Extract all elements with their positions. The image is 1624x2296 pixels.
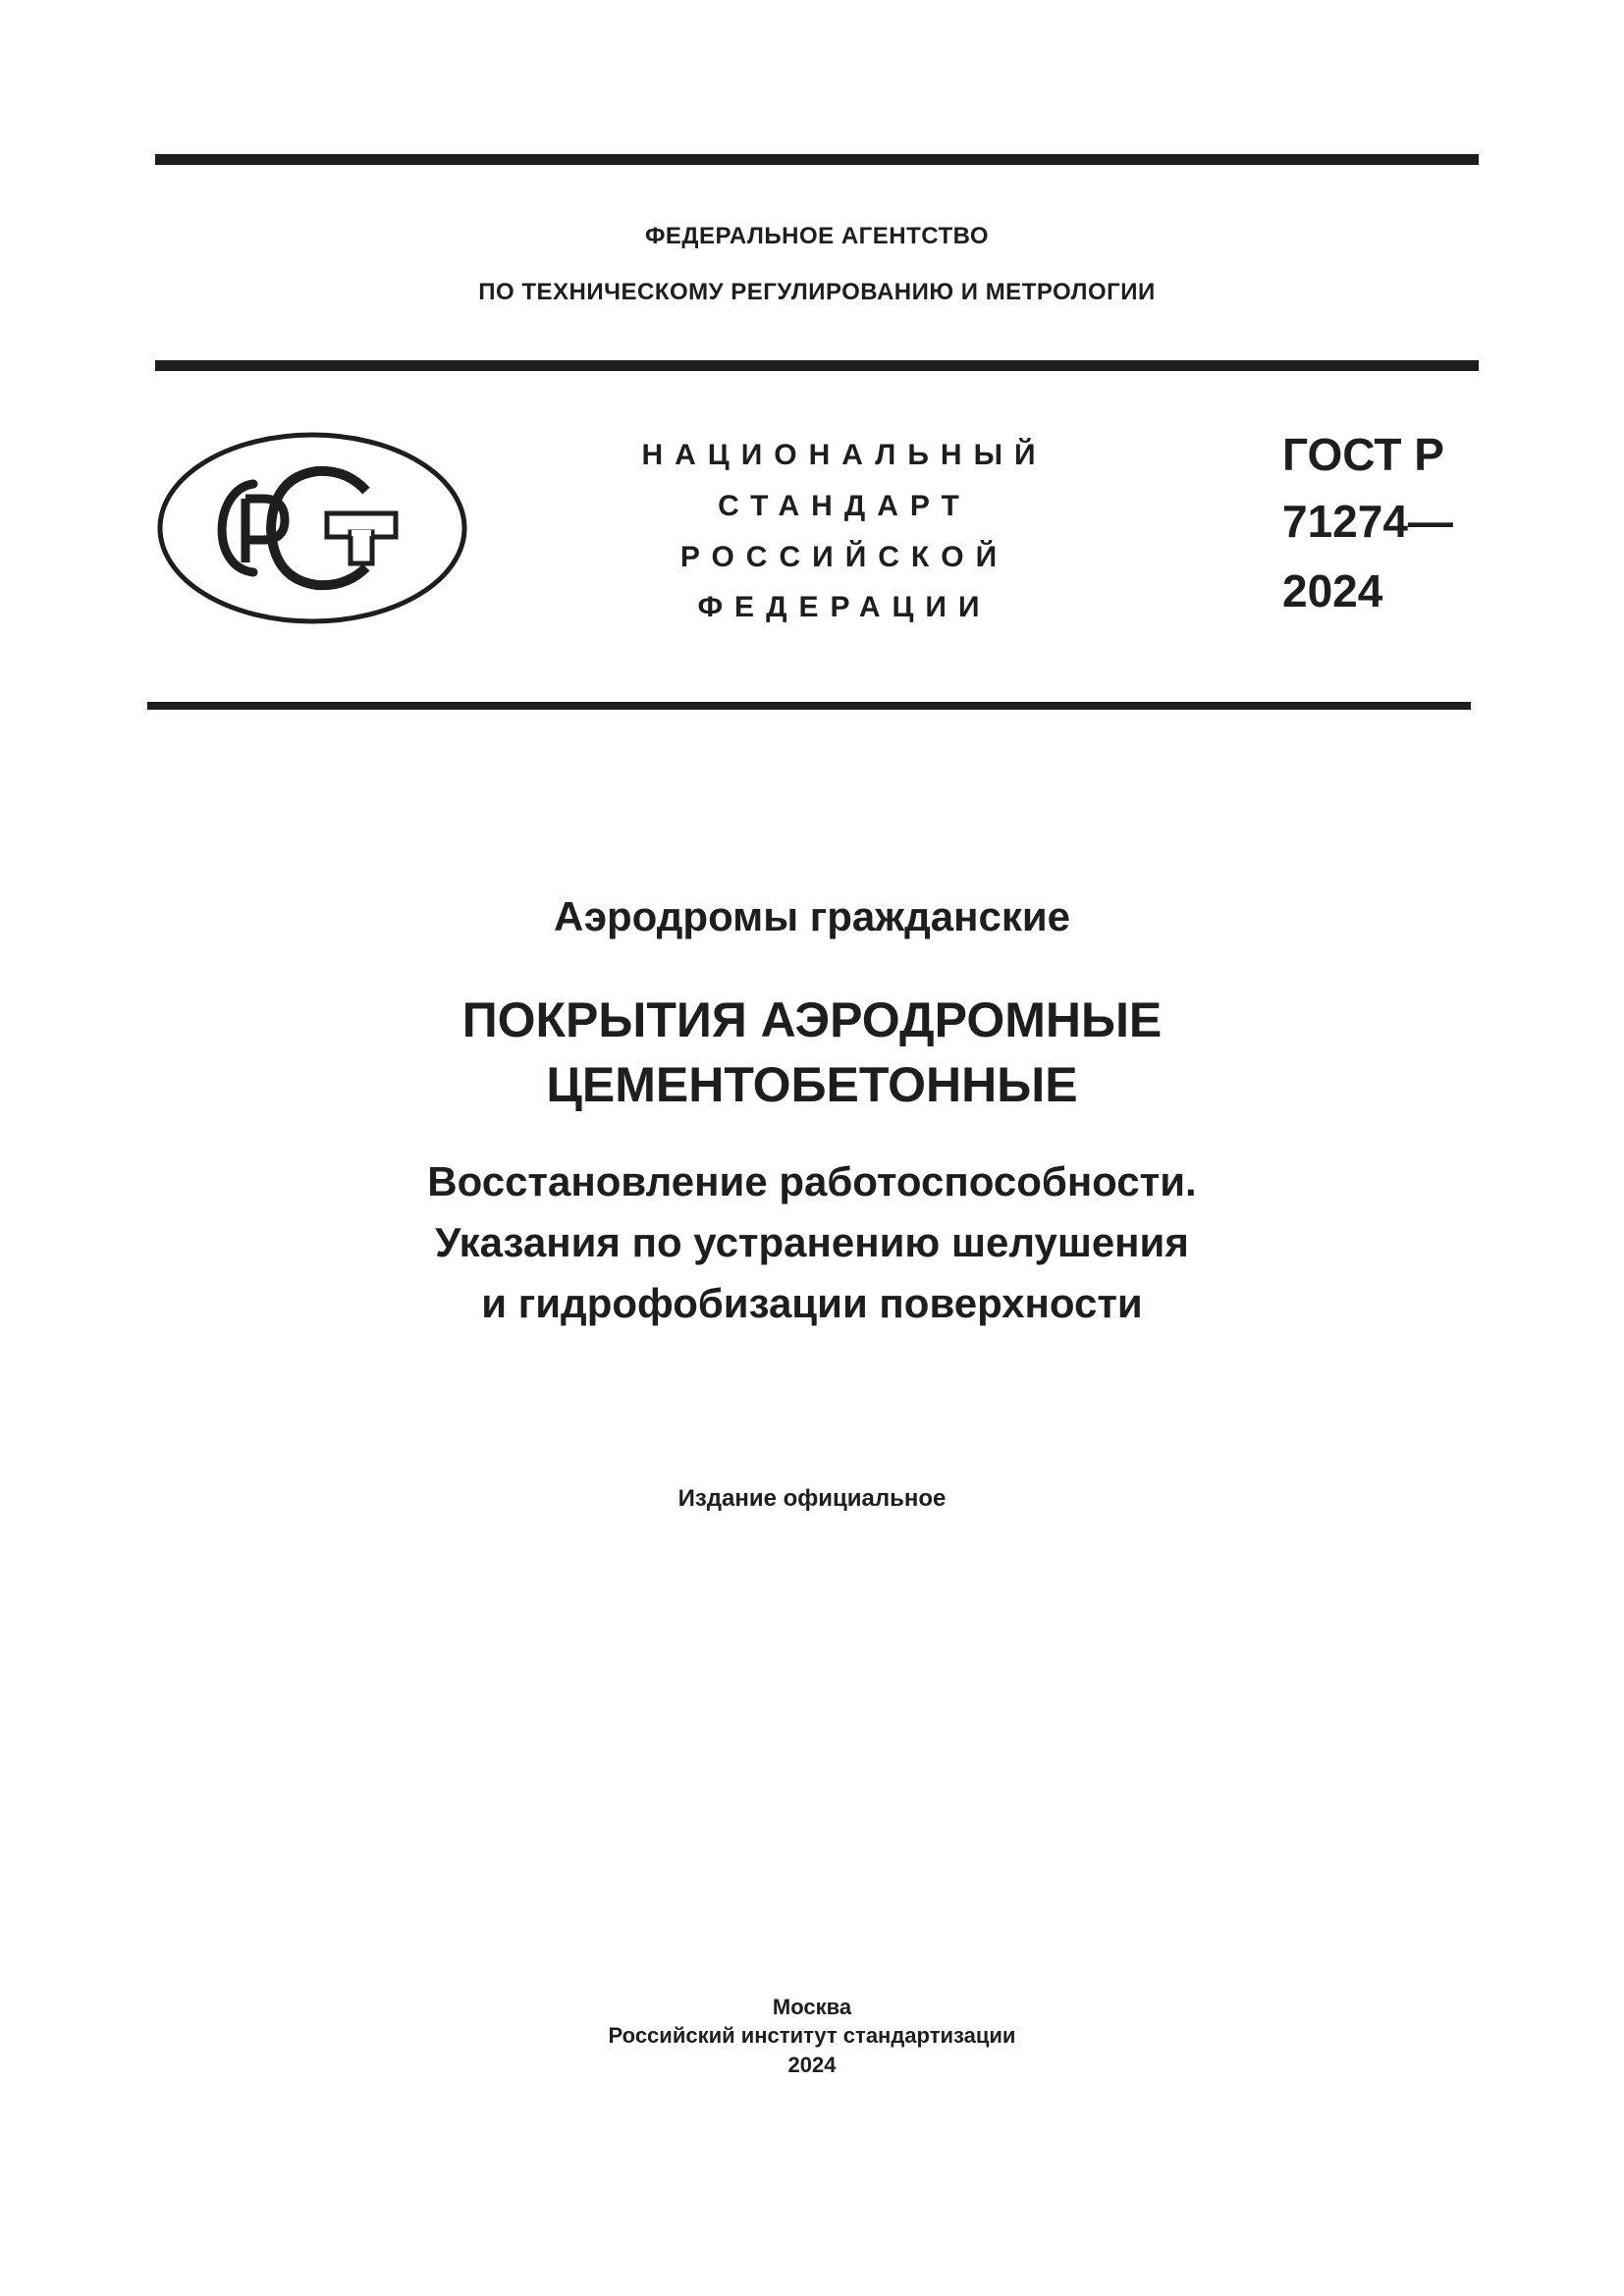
main-title-line-1: ПОКРЫТИЯ АЭРОДРОМНЫЕ <box>461 992 1163 1047</box>
standard-type-line-1: НАЦИОНАЛЬНЫЙ <box>641 439 1048 471</box>
publisher-org: Российский институт стандартизации <box>608 2023 1016 2048</box>
document-category: Аэродромы гражданские <box>553 893 1071 939</box>
description-line-1: Восстановление работоспособности. <box>427 1158 1197 1204</box>
description-line-3: и гидрофобизации поверхности <box>481 1280 1143 1326</box>
standard-code-line-1: ГОСТ Р <box>1282 429 1444 480</box>
description-line-2: Указания по устранению шелушения <box>435 1219 1189 1265</box>
header-rule <box>155 360 1479 371</box>
top-rule <box>155 154 1479 165</box>
standard-code-line-2: 71274— <box>1282 496 1453 547</box>
agency-line-1: ФЕДЕРАЛЬНОЕ АГЕНТСТВО <box>644 223 990 249</box>
publisher-city: Москва <box>772 1995 852 2019</box>
agency-line-2: ПО ТЕХНИЧЕСКОМУ РЕГУЛИРОВАНИЮ И МЕТРОЛОГИИ <box>478 279 1156 305</box>
standard-type-line-4: ФЕДЕРАЦИИ <box>697 591 992 623</box>
edition-label: Издание официальное <box>677 1485 947 1512</box>
publisher-year: 2024 <box>787 2053 837 2077</box>
title-block-rule <box>147 702 1471 710</box>
standard-type-line-2: СТАНДАРТ <box>718 490 971 522</box>
standard-code-line-3: 2024 <box>1282 565 1383 616</box>
standard-type-line-3: РОССИЙСКОЙ <box>679 541 1009 573</box>
main-title-line-2: ЦЕМЕНТОБЕТОННЫЕ <box>546 1057 1078 1112</box>
rst-certification-mark-icon <box>155 430 469 626</box>
